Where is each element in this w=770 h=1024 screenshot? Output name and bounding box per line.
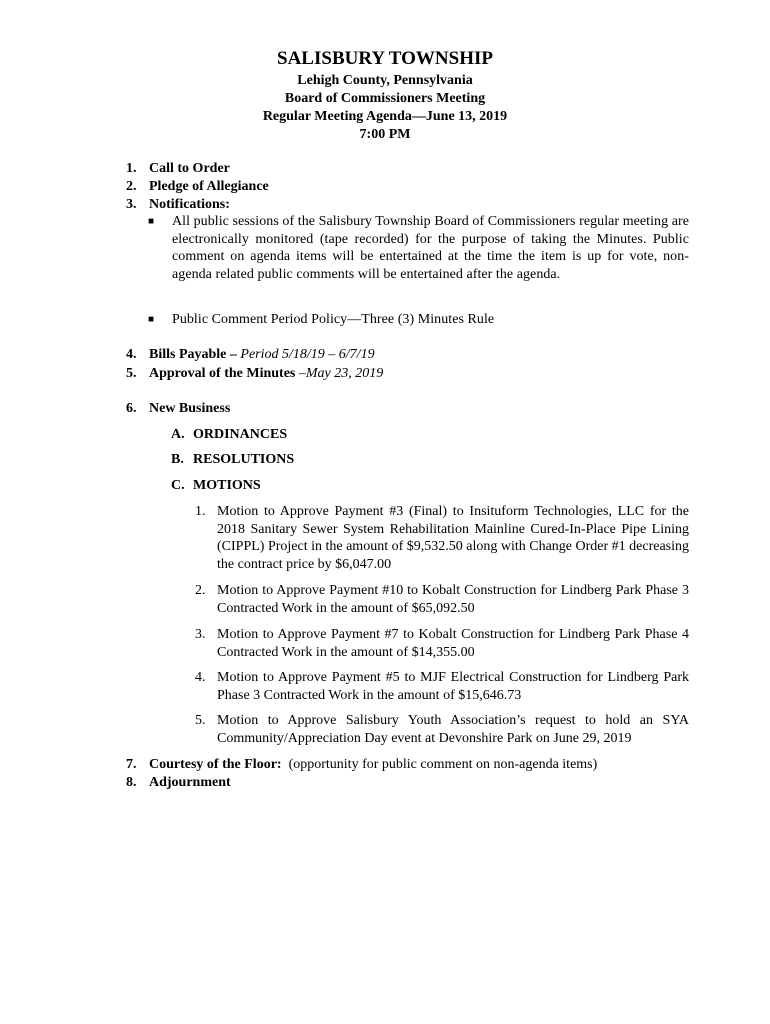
item-number: 7.: [126, 757, 137, 772]
item-detail: May 23, 2019: [305, 366, 384, 381]
item-number: 4.: [126, 347, 137, 362]
item-number: 8.: [126, 775, 137, 790]
motion-text: Motion to Approve Payment #7 to Kobalt Construction for Lindberg Park Phase 4 Contracted Work in the amount of $14,355.00: [217, 627, 689, 660]
motion-number: 2.: [195, 583, 206, 598]
county-line: Lehigh County, Pennsylvania: [297, 73, 473, 88]
item-separator: –: [295, 366, 306, 381]
item-number: 6.: [126, 401, 137, 416]
item-label: Pledge of Allegiance: [149, 179, 269, 194]
item-detail: Period 5/18/19 – 6/7/19: [240, 347, 375, 362]
item-label: Notifications:: [149, 197, 230, 212]
motion-number: 4.: [195, 670, 206, 685]
subsection-letter: B.: [171, 452, 184, 467]
notification-recording-text: All public sessions of the Salisbury Township Board of Commissioners regular meeting are electronically monitored (tape recorded) for the purpose of taking the Minutes. Public comment on agenda items will be entertained at the time the item is up for vote, non-agenda related public comments will be entertained after the agenda.: [172, 214, 689, 282]
square-bullet-icon: ■: [148, 216, 155, 227]
item-label: Courtesy of the Floor:: [149, 757, 282, 772]
notification-comment-policy: Public Comment Period Policy—Three (3) Minutes Rule: [172, 312, 495, 327]
motion-number: 3.: [195, 627, 206, 642]
motion-text: Motion to Approve Payment #3 (Final) to Insituform Technologies, LLC for the 2018 Sanitary Sewer System Rehabilitation Mainline Cured-In-Place Pipe Lining (CIPPL) Project in the amount of $9,532.50 along with Change Order #1 decreasing the contract price by $6,047.00: [217, 504, 690, 572]
motion-text: Motion to Approve Payment #10 to Kobalt Construction for Lindberg Park Phase 3 Contracted Work in the amount of $65,092.50: [217, 583, 689, 616]
item-separator: –: [226, 347, 241, 362]
motion-text: Motion to Approve Payment #5 to MJF Electrical Construction for Lindberg Park Phase 3 Contracted Work in the amount of $15,646.73: [217, 670, 689, 703]
item-label: Adjournment: [149, 775, 231, 790]
motion-number: 1.: [195, 504, 206, 519]
item-label: New Business: [149, 401, 231, 416]
document-title: SALISBURY TOWNSHIP: [277, 48, 493, 69]
motion-number: 5.: [195, 713, 206, 728]
motion-text: Motion to Approve Salisbury Youth Association’s request to hold an SYA Community/Appreciation Day event at Devonshire Park on June 29, 2019: [217, 713, 689, 746]
item-number: 3.: [126, 197, 137, 212]
item-label: Bills Payable: [149, 347, 227, 362]
subsection-letter: A.: [171, 427, 185, 442]
subsection-label: ORDINANCES: [193, 427, 288, 442]
item-number: 1.: [126, 161, 137, 176]
item-detail: (opportunity for public comment on non-agenda items): [288, 757, 598, 772]
square-bullet-icon: ■: [148, 314, 155, 325]
subsection-label: RESOLUTIONS: [193, 452, 295, 467]
item-label: Call to Order: [149, 161, 230, 176]
item-label: Approval of the Minutes: [149, 366, 296, 381]
item-number: 2.: [126, 179, 137, 194]
board-line: Board of Commissioners Meeting: [284, 91, 486, 106]
meeting-time: 7:00 PM: [359, 127, 411, 142]
subsection-letter: C.: [171, 478, 185, 493]
item-number: 5.: [126, 366, 137, 381]
agenda-date-line: Regular Meeting Agenda—June 13, 2019: [262, 109, 508, 124]
subsection-label: MOTIONS: [193, 478, 261, 493]
